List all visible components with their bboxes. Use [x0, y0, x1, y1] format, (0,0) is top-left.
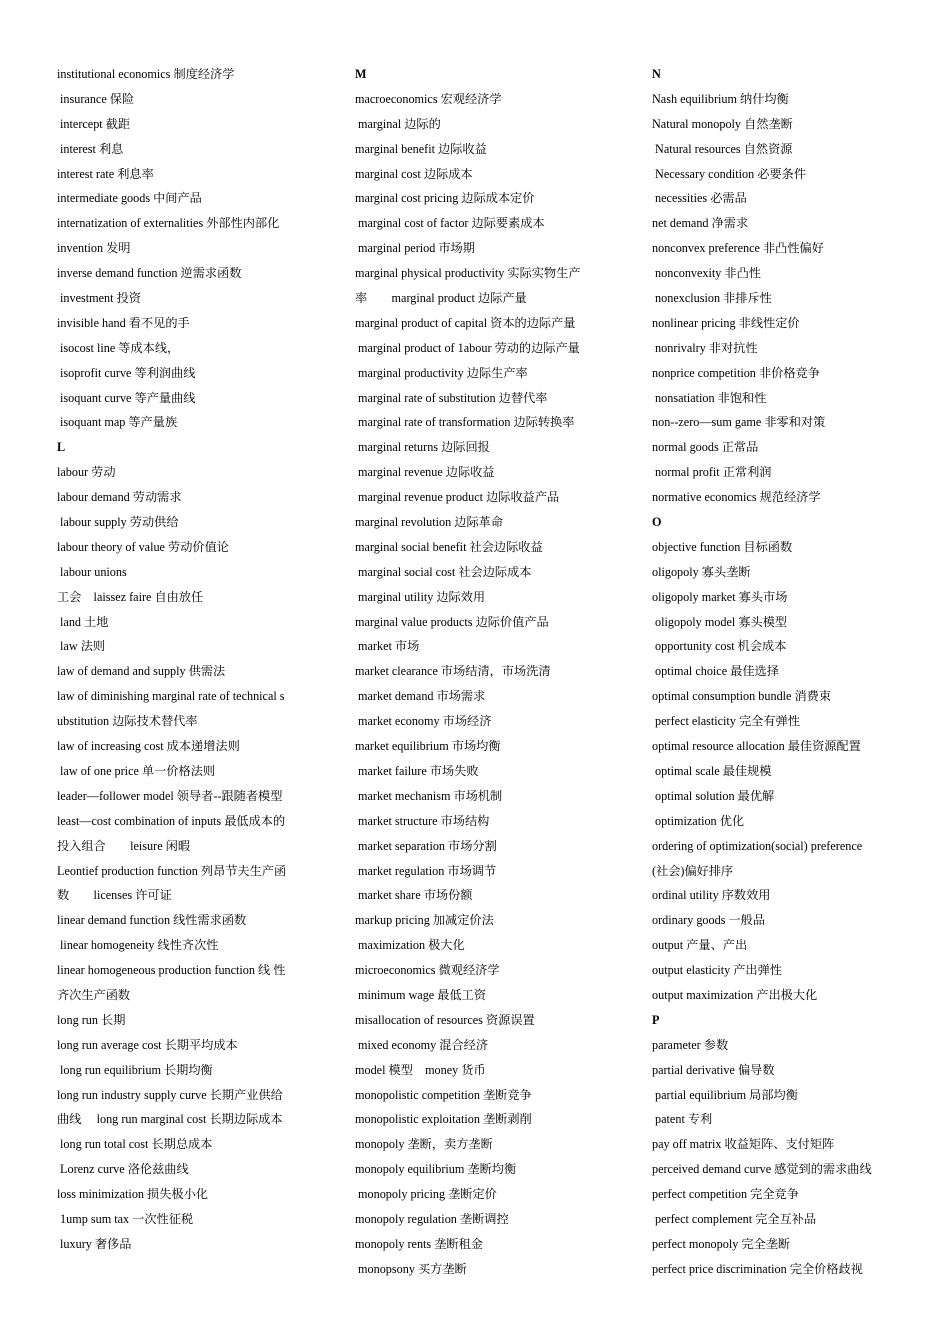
glossary-entry: nonsatiation 非饱和性 — [652, 390, 767, 405]
glossary-entry: monopoly pricing 垄断定价 — [355, 1187, 497, 1202]
glossary-entry: long run 长期 — [57, 1012, 126, 1027]
glossary-entry: maximization 极大化 — [355, 938, 465, 953]
glossary-entry: law of demand and supply 供需法 — [57, 664, 226, 679]
glossary-entry: nonexclusion 非排斥性 — [652, 291, 772, 306]
glossary-entry: misallocation of resources 资源误置 — [355, 1012, 535, 1027]
glossary-entry: marginal social benefit 社会边际收益 — [355, 539, 543, 554]
glossary-entry: output 产量、产出 — [652, 938, 748, 953]
glossary-entry: perfect competition 完全竞争 — [652, 1187, 799, 1202]
glossary-entry: macroeconomics 宏观经济学 — [355, 91, 502, 106]
glossary-entry: ubstitution 边际技术替代率 — [57, 714, 198, 729]
glossary-entry: partial equilibrium 局部均衡 — [652, 1087, 798, 1102]
section-letter-heading: N — [652, 67, 661, 81]
glossary-entry: monopoly 垄断，卖方垄断 — [355, 1137, 493, 1152]
glossary-entry: Necessary condition 必要条件 — [652, 166, 807, 181]
glossary-entry: net demand 净需求 — [652, 216, 749, 231]
glossary-entry: 曲线 long run marginal cost 长期边际成本 — [57, 1112, 283, 1127]
glossary-entry: marginal rate of transformation 边际转换率 — [355, 415, 575, 430]
glossary-entry: 1ump sum tax 一次性征税 — [57, 1211, 194, 1226]
glossary-entry: marginal utility 边际效用 — [355, 589, 486, 604]
glossary-entry: leader—follower model 领导者--跟随者模型 — [57, 788, 283, 803]
glossary-entry: long run total cost 长期总成本 — [57, 1137, 213, 1152]
glossary-entry: institutional economics 制度经济学 — [57, 67, 235, 81]
glossary-entry: nonrivalry 非对抗性 — [652, 340, 758, 355]
glossary-entry: ordinal utility 序数效用 — [652, 888, 771, 903]
glossary-entry: patent 专利 — [652, 1112, 713, 1127]
glossary-entry: inverse demand function 逆需求函数 — [57, 266, 242, 281]
glossary-entry: market separation 市场分割 — [355, 838, 497, 853]
glossary-entry: invisible hand 看不见的手 — [57, 315, 190, 330]
glossary-entry: luxury 奢侈品 — [57, 1236, 132, 1251]
glossary-entry: 数 licenses 许可证 — [57, 888, 172, 903]
glossary-entry: perfect price discrimination 完全价格歧视 — [652, 1261, 863, 1276]
glossary-column-2 — [355, 62, 605, 1282]
glossary-entry: marginal period 市场期 — [355, 241, 475, 256]
glossary-entry: partial derivative 偏导数 — [652, 1062, 775, 1077]
glossary-entry: marginal revenue product 边际收益产品 — [355, 490, 560, 505]
glossary-entry: (社会)偏好排序 — [652, 863, 734, 878]
glossary-entry: isoprofit curve 等利润曲线 — [57, 365, 196, 380]
glossary-entry: insurance 保险 — [57, 91, 135, 106]
glossary-entry: long run equilibrium 长期均衡 — [57, 1062, 213, 1077]
glossary-entry: marginal returns 边际回报 — [355, 440, 490, 455]
glossary-entry: output maximization 产出极大化 — [652, 987, 818, 1002]
glossary-entry: mixed economy 混合经济 — [355, 1037, 489, 1052]
glossary-column-3 — [652, 62, 902, 1282]
glossary-entry: market failure 市场失败 — [355, 763, 479, 778]
glossary-entry: internatization of externalities 外部性内部化 — [57, 216, 280, 231]
glossary-entry: optimal scale 最佳规模 — [652, 763, 772, 778]
glossary-entry: interest 利息 — [57, 141, 124, 156]
glossary-entry: law of increasing cost 成本递增法则 — [57, 739, 240, 754]
glossary-entry: optimal consumption bundle 消费束 — [652, 689, 832, 704]
glossary-entry: markup pricing 加减定价法 — [355, 913, 494, 928]
glossary-entry: marginal social cost 社会边际成本 — [355, 564, 532, 579]
glossary-entry: nonconvexity 非凸性 — [652, 266, 761, 281]
glossary-entry: marginal value products 边际价值产品 — [355, 614, 549, 629]
glossary-entry: market structure 市场结构 — [355, 813, 490, 828]
glossary-entry: necessities 必需品 — [652, 191, 747, 206]
glossary-entry: labour 劳动 — [57, 465, 116, 480]
glossary-entry: marginal physical productivity 实际实物生产 — [355, 266, 581, 281]
glossary-entry: opportunity cost 机会成本 — [652, 639, 787, 654]
glossary-entry: market regulation 市场调节 — [355, 863, 497, 878]
glossary-entry: land 土地 — [57, 614, 109, 629]
glossary-entry: marginal cost 边际成本 — [355, 166, 473, 181]
glossary-entry: market demand 市场需求 — [355, 689, 486, 704]
glossary-entry: monopsony 买方垄断 — [355, 1261, 467, 1276]
glossary-entry: marginal revenue 边际收益 — [355, 465, 495, 480]
glossary-entry: invention 发明 — [57, 241, 131, 256]
glossary-entry: loss minimization 损失极小化 — [57, 1187, 208, 1202]
glossary-entry: optimal resource allocation 最佳资源配置 — [652, 739, 861, 754]
glossary-entry: monopolistic competition 垄断竞争 — [355, 1087, 532, 1102]
glossary-entry: Lorenz curve 洛伦兹曲线 — [57, 1162, 189, 1177]
glossary-entry: perceived demand curve 感觉到的需求曲线 — [652, 1162, 872, 1177]
glossary-entry: ordinary goods 一般品 — [652, 913, 766, 928]
glossary-entry: nonconvex preference 非凸性偏好 — [652, 241, 824, 256]
section-letter-heading: O — [652, 515, 662, 530]
glossary-entry: market mechanism 市场机制 — [355, 788, 503, 803]
glossary-entry: labour theory of value 劳动价值论 — [57, 539, 229, 554]
glossary-entry: 率 marginal product 边际产量 — [355, 291, 527, 306]
glossary-entry: market economy 市场经济 — [355, 714, 492, 729]
glossary-entry: objective function 目标函数 — [652, 539, 793, 554]
glossary-entry: labour unions — [57, 564, 127, 579]
glossary-entry: marginal benefit 边际收益 — [355, 141, 487, 156]
glossary-entry: investment 投资 — [57, 291, 141, 306]
glossary-entry: monopoly regulation 垄断调控 — [355, 1211, 509, 1226]
glossary-entry: minimum wage 最低工资 — [355, 987, 487, 1002]
glossary-entry: marginal rate of substitution 边替代率 — [355, 390, 548, 405]
glossary-entry: normal goods 正常品 — [652, 440, 759, 455]
glossary-entry: law 法则 — [57, 639, 106, 654]
glossary-entry: intermediate goods 中间产品 — [57, 191, 202, 206]
glossary-entry: interest rate 利息率 — [57, 166, 154, 181]
glossary-entry: 投入组合 leisure 闲暇 — [57, 838, 191, 853]
glossary-entry: Leontief production function 列昂节夫生产函 — [57, 863, 287, 878]
glossary-entry: intercept 截距 — [57, 116, 131, 131]
glossary-entry: Nash equilibrium 纳什均衡 — [652, 91, 789, 106]
glossary-entry: market clearance 市场结清，市场洗清 — [355, 664, 551, 679]
glossary-entry: monopolistic exploitation 垄断剥削 — [355, 1112, 532, 1127]
glossary-entry: oligopoly market 寡头市场 — [652, 589, 788, 604]
glossary-entry: Natural monopoly 自然垄断 — [652, 116, 793, 131]
glossary-entry: market equilibrium 市场均衡 — [355, 739, 501, 754]
glossary-entry: non--zero—sum game 非零和对策 — [652, 415, 826, 430]
glossary-entry: marginal product of 1abour 劳动的边际产量 — [355, 340, 580, 355]
glossary-entry: linear homogeneity 线性齐次性 — [57, 938, 219, 953]
glossary-entry: nonlinear pricing 非线性定价 — [652, 315, 800, 330]
glossary-entry: 齐次生产函数 — [57, 987, 131, 1002]
glossary-entry: ordering of optimization(social) preference — [652, 838, 863, 853]
section-letter-heading: M — [355, 67, 367, 81]
glossary-entry: least—cost combination of inputs 最低成本的 — [57, 813, 286, 828]
glossary-entry: pay off matrix 收益矩阵、支付矩阵 — [652, 1137, 835, 1152]
glossary-entry: marginal cost pricing 边际成本定价 — [355, 191, 535, 206]
glossary-entry: marginal product of capital 资本的边际产量 — [355, 315, 576, 330]
section-letter-heading: P — [652, 1012, 660, 1027]
glossary-entry: parameter 参数 — [652, 1037, 729, 1052]
glossary-entry: perfect monopoly 完全垄断 — [652, 1236, 791, 1251]
glossary-entry: 工会 laissez faire 自由放任 — [57, 589, 204, 604]
glossary-entry: labour demand 劳动需求 — [57, 490, 182, 505]
glossary-entry: model 模型 money 货币 — [355, 1062, 486, 1077]
glossary-entry: marginal productivity 边际生产率 — [355, 365, 528, 380]
glossary-entry: oligopoly model 寡头模型 — [652, 614, 788, 629]
glossary-entry: market 市场 — [355, 639, 420, 654]
glossary-entry: linear homogeneous production function 线 性 — [57, 963, 286, 978]
glossary-entry: market share 市场份额 — [355, 888, 473, 903]
glossary-entry: long run industry supply curve 长期产业供给 — [57, 1087, 283, 1102]
glossary-entry: law of one price 单一价格法则 — [57, 763, 216, 778]
glossary-entry: perfect complement 完全互补品 — [652, 1211, 817, 1226]
glossary-entry: linear demand function 线性需求函数 — [57, 913, 247, 928]
glossary-entry: marginal cost of factor 边际要素成本 — [355, 216, 545, 231]
glossary-entry: isocost line 等成本线， — [57, 340, 180, 355]
glossary-entry: isoquant map 等产量族 — [57, 415, 178, 430]
glossary-entry: Natural resources 自然资源 — [652, 141, 793, 156]
glossary-entry: optimal solution 最优解 — [652, 788, 775, 803]
glossary-entry: long run average cost 长期平均成本 — [57, 1037, 238, 1052]
glossary-entry: oligopoly 寡头垄断 — [652, 564, 751, 579]
section-letter-heading: L — [57, 440, 66, 455]
glossary-entry: labour supply 劳动供给 — [57, 515, 179, 530]
glossary-entry: nonprice competition 非价格竞争 — [652, 365, 820, 380]
glossary-entry: normative economics 规范经济学 — [652, 490, 821, 505]
glossary-entry: law of diminishing marginal rate of technical s — [57, 689, 285, 704]
glossary-entry: marginal 边际的 — [355, 116, 441, 131]
glossary-entry: microeconomics 微观经济学 — [355, 963, 500, 978]
glossary-entry: marginal revolution 边际革命 — [355, 515, 504, 530]
glossary-column-1 — [57, 62, 307, 1257]
glossary-entry: normal profit 正常利润 — [652, 465, 772, 480]
glossary-entry: optimal choice 最佳选择 — [652, 664, 779, 679]
glossary-entry: optimization 优化 — [652, 813, 745, 828]
glossary-entry: monopoly rents 垄断租金 — [355, 1236, 483, 1251]
glossary-entry: perfect elasticity 完全有弹性 — [652, 714, 800, 729]
glossary-entry: monopoly equilibrium 垄断均衡 — [355, 1162, 517, 1177]
glossary-entry: isoquant curve 等产量曲线 — [57, 390, 196, 405]
glossary-entry: output elasticity 产出弹性 — [652, 963, 782, 978]
